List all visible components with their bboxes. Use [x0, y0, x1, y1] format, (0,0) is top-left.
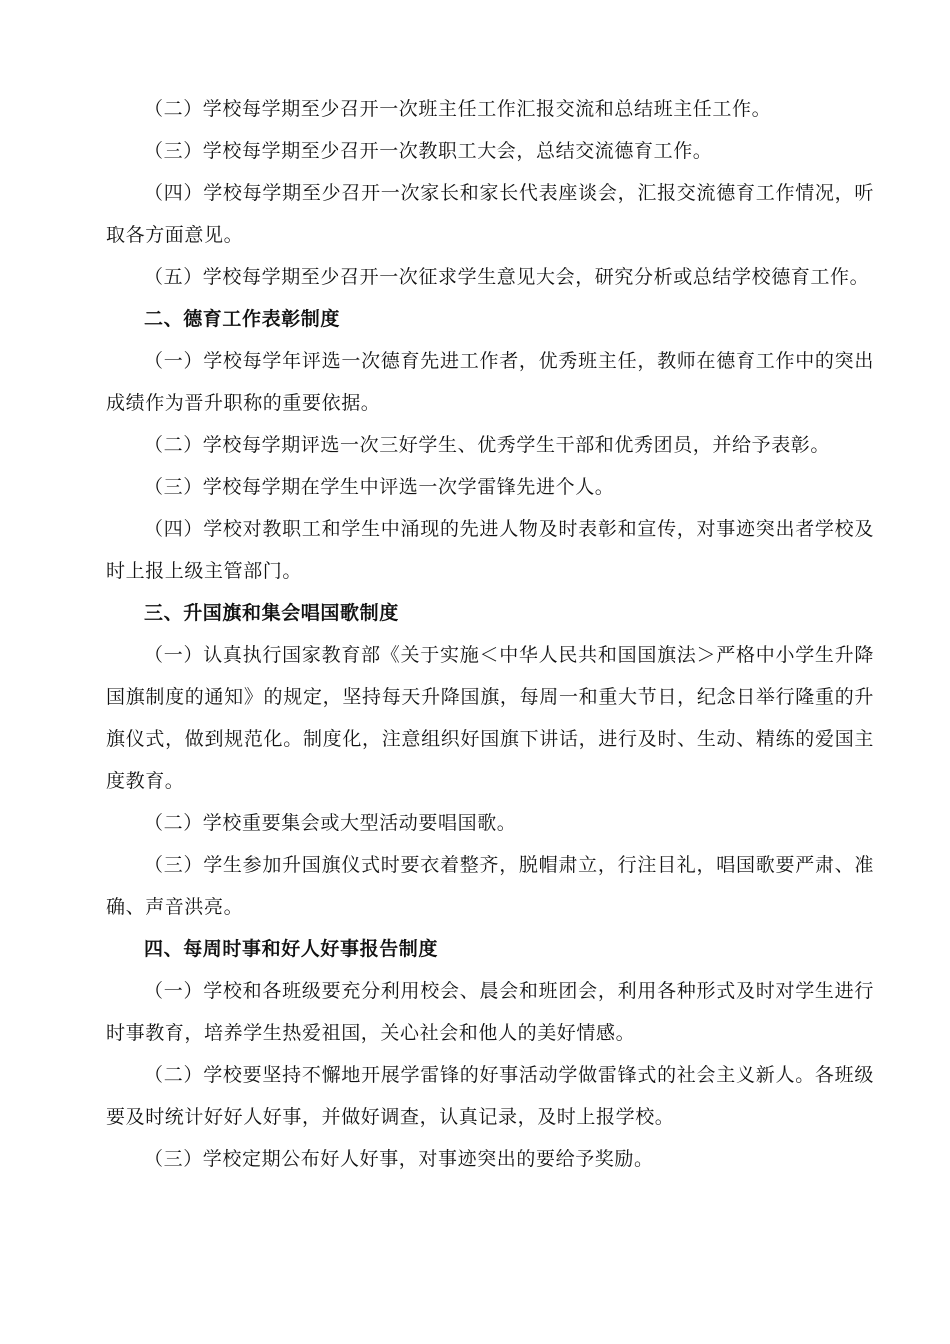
section-heading-4: 四、每周时事和好人好事报告制度 — [144, 938, 439, 960]
paragraph-4-2: （二）学校要坚持不懈地开展学雷锋的好事活动学做雷锋式的社会主义新人。各班级要及时统计好好人好事，并做好调查，认真记录，及时上报学校。 — [106, 1064, 874, 1128]
paragraph-1-5: （五）学校每学期至少召开一次征求学生意见大会，研究分析或总结学校德育工作。 — [144, 266, 870, 288]
section-heading-2: 二、德育工作表彰制度 — [144, 308, 341, 330]
paragraph-1-4: （四）学校每学期至少召开一次家长和家长代表座谈会，汇报交流德育工作情况，听取各方面意见。 — [106, 182, 874, 246]
paragraph-3-1: （一）认真执行国家教育部《关于实施＜中华人民共和国国旗法＞严格中小学生升降国旗制度的通知》的规定，坚持每天升降国旗，每周一和重大节日，纪念日举行隆重的升旗仪式，做到规范化。制度化，注意组织好国旗下讲话，进行及时、生动、精练的爱国主度教育。 — [106, 644, 874, 792]
paragraph-2-3: （三）学校每学期在学生中评选一次学雷锋先进个人。 — [144, 476, 615, 498]
paragraph-1-2: （二）学校每学期至少召开一次班主任工作汇报交流和总结班主任工作。 — [144, 98, 772, 120]
section-heading-3: 三、升国旗和集会唱国歌制度 — [144, 602, 399, 624]
paragraph-2-1: （一）学校每学年评选一次德育先进工作者，优秀班主任，教师在德育工作中的突出成绩作为晋升职称的重要依据。 — [106, 350, 874, 414]
paragraph-2-2: （二）学校每学期评选一次三好学生、优秀学生干部和优秀团员，并给予表彰。 — [144, 434, 831, 456]
paragraph-3-3: （三）学生参加升国旗仪式时要衣着整齐，脱帽肃立，行注目礼，唱国歌要严肃、准确、声音洪亮。 — [106, 854, 874, 918]
paragraph-2-4: （四）学校对教职工和学生中涌现的先进人物及时表彰和宣传，对事迹突出者学校及时上报上级主管部门。 — [106, 518, 874, 582]
paragraph-1-3: （三）学校每学期至少召开一次教职工大会，总结交流德育工作。 — [144, 140, 713, 162]
paragraph-4-3: （三）学校定期公布好人好事，对事迹突出的要给予奖励。 — [144, 1148, 654, 1170]
paragraph-4-1: （一）学校和各班级要充分利用校会、晨会和班团会，利用各种形式及时对学生进行时事教育，培养学生热爱祖国，关心社会和他人的美好情感。 — [106, 980, 874, 1044]
paragraph-3-2: （二）学校重要集会或大型活动要唱国歌。 — [144, 812, 517, 834]
document-body — [106, 88, 874, 1180]
